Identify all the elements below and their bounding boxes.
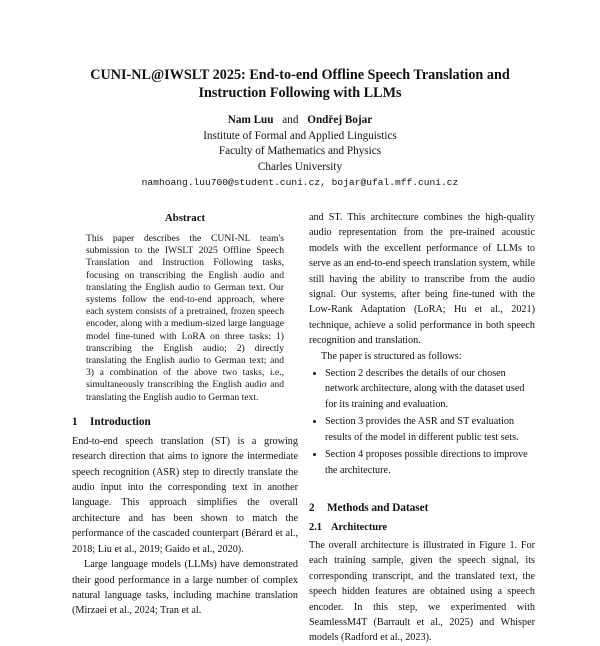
author-conjunction: and [282,114,299,126]
structure-list [309,366,535,478]
author-block [40,113,560,191]
author-1: Nam Luu [227,114,274,126]
subsection-heading-architecture [309,522,535,533]
abstract-heading: Abstract [164,212,206,224]
section-heading-introduction [72,416,298,428]
architecture-paragraph: The overall architecture is illustrated in Figure 1. For each training sample, given the speech signal, its corresponding transcript, and the translated text, the speech hidden features are obtained using a speech encoder. In this step, we experimented with SeamlessM4T (Barrault et al., 2025) and Whisper models (Radford et al., 2023). [309,539,535,644]
author-2: Ondřej Bojar [307,114,373,126]
section-number: 2 [309,501,315,514]
section-title: Methods and Dataset [327,501,429,514]
paper-title [40,66,560,102]
list-item: • Section 3 provides the ASR and ST evaluation results of the model in different public test sets. [325,414,535,445]
intro-paragraph-continued: and ST. This architecture combines the high-quality audio representation from the pre-trained acoustic models with the excellent performance of LLMs to serve as an end-to-end speech translation system, while still having the ability to transcribe from the audio signal. Our systems, after being fine-tuned with the Low-Rank Adaptation (LoRA; Hu et al., 2021) technique, achieve a solid performance in both speech recognition and translation. [309,212,535,347]
section-title: Introduction [90,415,151,428]
list-item: • Section 4 proposes possible directions to improve the architecture. [325,447,535,478]
affiliation-faculty: Faculty of Mathematics and Physics [218,145,382,158]
abstract-text: This paper describes the CUNI-NL team's submission to the IWSLT 2025 Offline Speech Translation and Instruction Following tasks, focusing on transcribing the English audio and translating the English audio to German text. Our systems follow the end-to-end approach, where each system consists of a pretrained, frozen speech encoder, along with a medium-sized large language model fine-tuned with LoRA on three tasks: 1) transcribing the English audio; 2) directly translating the English audio to German text; and 3) a combination of the above two tasks, i.e., simultaneously transcribing the English audio and translating the English audio to German text. [86,233,284,403]
subsection-number: 2.1 [309,521,322,533]
intro-paragraph-2: Large language models (LLMs) have demonstrated their good performance in a large number of complex natural language tasks, including machine translation (Mirzaei et al., 2024; Tran et al. [72,559,298,617]
author-names [40,113,560,129]
title-line-2: Instruction Following with LLMs [198,85,402,101]
affiliation-university: Charles University [257,160,343,173]
title-line-1: CUNI-NL@IWSLT 2025: End-to-end Offline Speech Translation and [90,67,510,83]
affiliation-institute: Institute of Formal and Applied Linguistics [203,129,397,142]
left-column [72,210,298,619]
list-item: • Section 2 describes the details of our chosen network architecture, along with the dataset used for its training and evaluation. [325,366,535,412]
right-column [309,210,535,646]
subsection-title: Architecture [331,521,388,533]
author-emails: namhoang.luu700@student.cuni.cz, bojar@ufal.mff.cuni.cz [141,177,459,189]
structure-intro: The paper is structured as follows: [321,350,462,362]
intro-paragraph-1: End-to-end speech translation (ST) is a growing research direction that aims to ignore the intermediate speech recognition (ASR) step to directly translate the audio input into the corresponding text in another language. This approach simplifies the overall architecture and has been shown to match the performance of the cascaded counterpart (Bérard et al., 2018; Liu et al., 2019; Gaido et al., 2020). [72,435,298,555]
section-heading-methods [309,502,535,514]
section-number: 1 [72,415,78,428]
